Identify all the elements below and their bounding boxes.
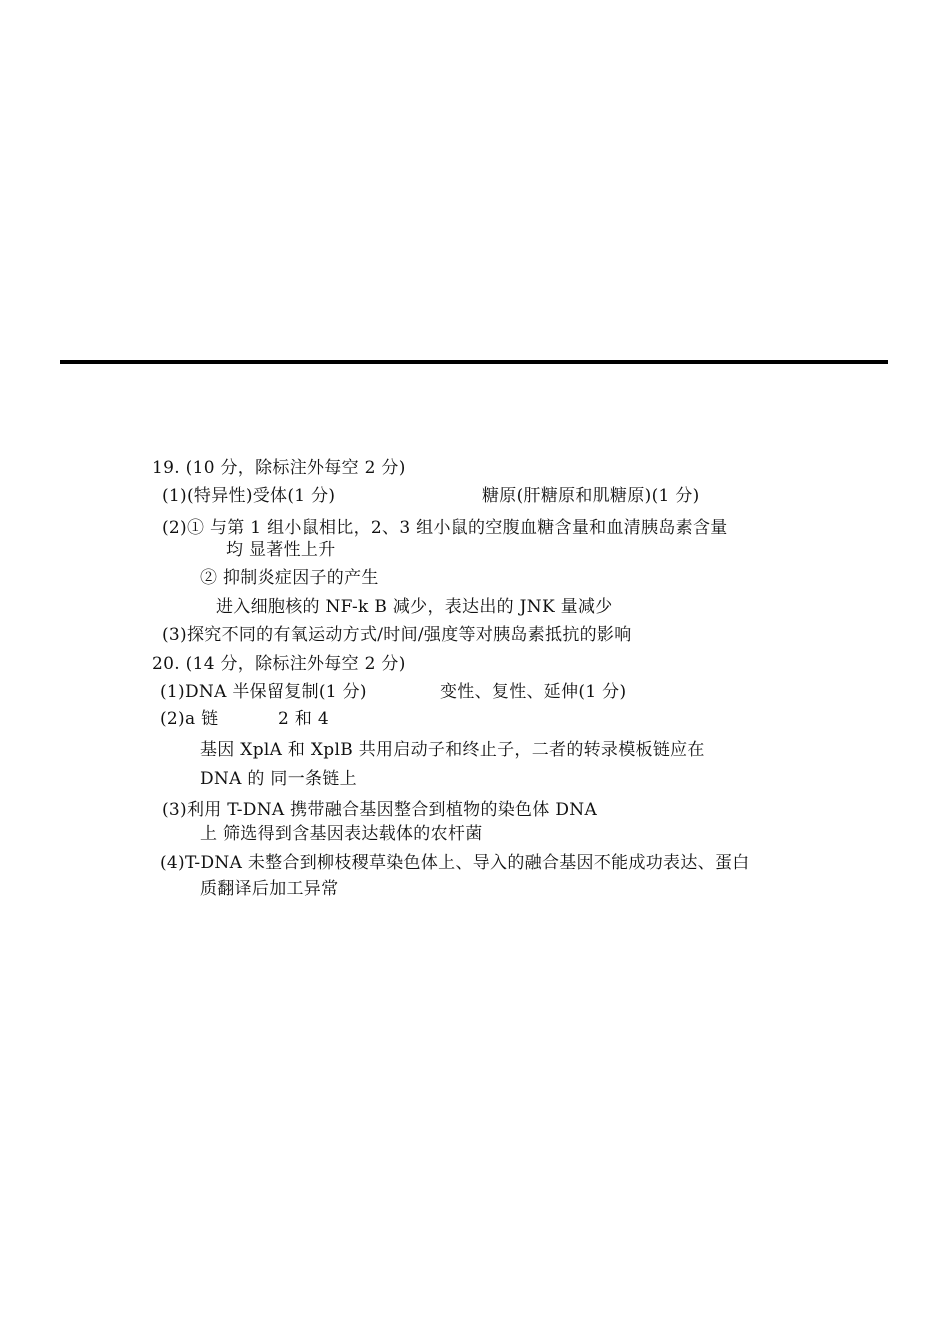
q20-answer-1b: 变性、复性、延伸(1 分) — [440, 682, 627, 702]
q19-answer-2-sub3: 进入细胞核的 NF-k B 减少，表达出的 JNK 量减少 — [216, 597, 613, 617]
q20-answer-3-line2: 上 筛选得到含基因表达载体的农杆菌 — [200, 824, 483, 844]
q20-answer-1a: (1)DNA 半保留复制(1 分) — [160, 682, 367, 702]
q20-answer-3-line1: (3)利用 T-DNA 携带融合基因整合到植物的染色体 DNA — [162, 800, 598, 820]
q19-answer-1a: (1)(特异性)受体(1 分) — [162, 486, 336, 506]
q20-answer-4-line1: (4)T-DNA 未整合到柳枝稷草染色体上、导入的融合基因不能成功表达、蛋白 — [160, 853, 750, 873]
horizontal-rule — [60, 360, 888, 364]
q19-answer-2-line1: (2)① 与第 1 组小鼠相比，2、3 组小鼠的空腹血糖含量和血清胰岛素含量 — [162, 518, 728, 538]
q19-answer-1b: 糖原(肝糖原和肌糖原)(1 分) — [482, 486, 700, 506]
q19-answer-2-sub2: ② 抑制炎症因子的产生 — [200, 568, 379, 588]
q20-answer-2-line2: 基因 XplA 和 XplB 共用启动子和终止子，二者的转录模板链应在 — [200, 740, 705, 760]
q20-answer-2-line3: DNA 的 同一条链上 — [200, 769, 357, 789]
q19-answer-3: (3)探究不同的有氧运动方式/时间/强度等对胰岛素抵抗的影响 — [162, 625, 632, 645]
q20-header: 20. (14 分，除标注外每空 2 分) — [152, 654, 406, 674]
q19-header: 19. (10 分，除标注外每空 2 分) — [152, 458, 406, 478]
q20-answer-2a: (2)a 链 — [160, 709, 219, 729]
q20-answer-4-line2: 质翻译后加工异常 — [200, 879, 339, 899]
q20-answer-2b: 2 和 4 — [278, 709, 329, 729]
q19-answer-2-line2: 均 显著性上升 — [226, 540, 336, 560]
